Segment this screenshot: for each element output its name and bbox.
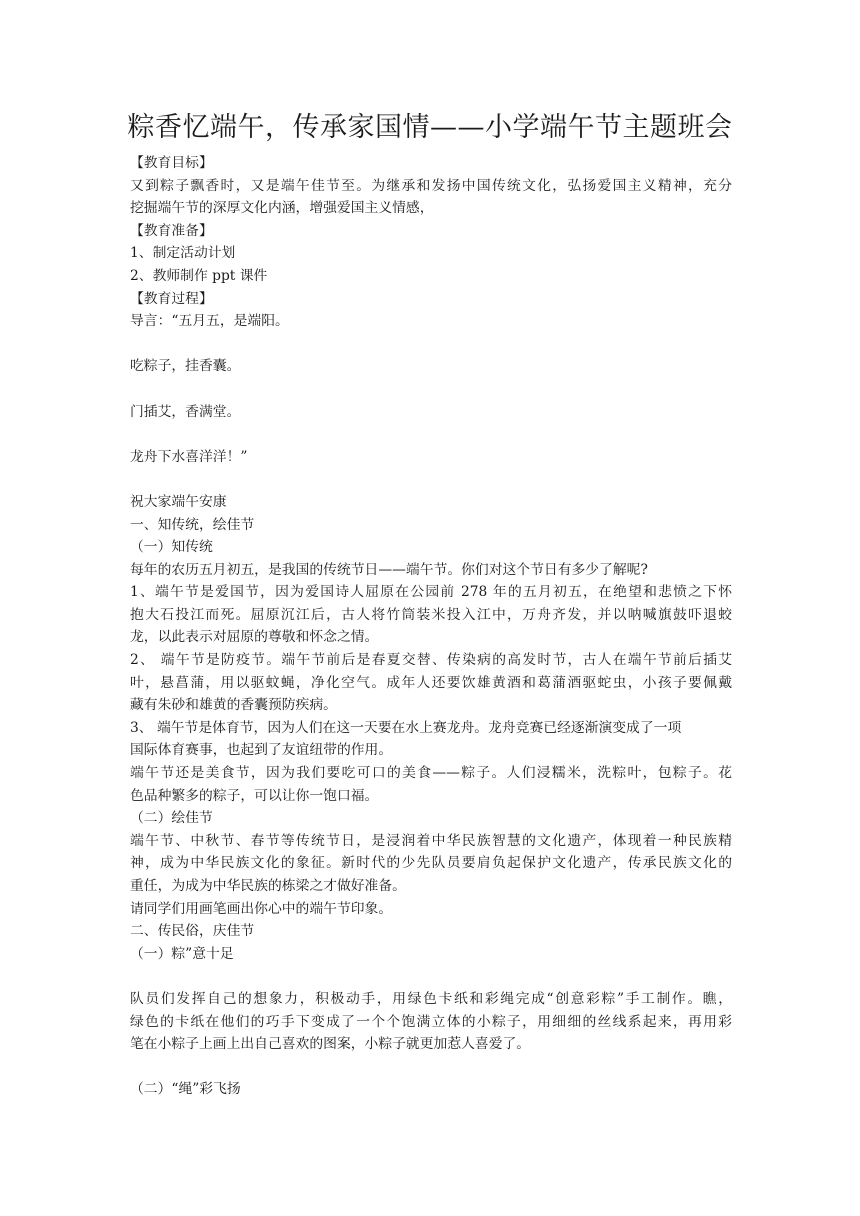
paragraph-line: 一、知传统，绘佳节 <box>130 516 255 533</box>
paragraph-line: 藏有朱砂和雄黄的香囊预防疾病。 <box>130 697 337 714</box>
paragraph-line: （二）绘佳节 <box>130 810 213 827</box>
paragraph-line: 端午节还是美食节，因为我们要吃可口的美食——粽子。人们浸糯米，洗粽叶，包粽子。花 <box>130 765 732 782</box>
blank-line <box>130 378 732 401</box>
paragraph-line: 每年的农历五月初五，是我国的传统节日——端午节。你们对这个节日有多少了解呢? <box>130 561 648 578</box>
blank-line <box>130 468 732 491</box>
paragraph-line: 祝大家端午安康 <box>130 493 227 510</box>
paragraph-line: （一）知传统 <box>130 539 213 556</box>
paragraph-line: 叶，悬菖蒲，用以驱蚊蝇，净化空气。成年人还要饮雄黄酒和葛蒲酒驱蛇虫，小孩子要佩戴 <box>130 674 732 691</box>
blank-line <box>130 423 732 446</box>
paragraph-line: 1、制定活动计划 <box>130 245 236 262</box>
paragraph-line: 色品种繁多的粽子，可以让你一饱口福。 <box>130 787 379 804</box>
paragraph-line: 吃粽子，挂香囊。 <box>130 358 241 375</box>
paragraph-line: 队员们发挥自己的想象力，积极动手，用绿色卡纸和彩绳完成“创意彩粽”手工制作。瞧， <box>130 990 732 1007</box>
paragraph-line: 龙，以此表示对屈原的尊敬和怀念之情。 <box>130 629 379 646</box>
paragraph-line: 重任，为成为中华民族的栋梁之才做好准备。 <box>130 878 406 894</box>
paragraph-line: 又到粽子飘香时，又是端午佳节至。为继承和发扬中国传统文化，弘扬爱国主义精神，充分 <box>130 177 732 194</box>
document-title: 粽香忆端午，传承家国情——小学端午节主题班会 <box>127 112 733 143</box>
paragraph-line: 笔在小粽子上画上出自己喜欢的图案，小粽子就更加惹人喜爱了。 <box>130 1036 531 1053</box>
paragraph-line: 1、端午节是爱国节，因为爱国诗人屈原在公园前 278 年的五月初五，在绝望和悲愤之下怀 <box>130 584 732 601</box>
paragraph-line: 门插艾，香满堂。 <box>130 403 241 420</box>
paragraph-line: （二）“绳”彩飞扬 <box>130 1081 241 1098</box>
paragraph-line: 二、传民俗，庆佳节 <box>130 923 255 940</box>
document-body <box>130 152 732 1101</box>
blank-line <box>130 1056 732 1079</box>
paragraph-line: 绿色的卡纸在他们的巧手下变成了一个个饱满立体的小粽子，用细细的丝线系起来，再用彩 <box>130 1013 732 1030</box>
paragraph-line: 神，成为中华民族文化的象征。新时代的少先队员要肩负起保护文化遗产，传承民族文化的 <box>130 855 732 872</box>
paragraph-line: 导言：“五月五，是端阳。 <box>130 313 289 330</box>
paragraph-line: 龙舟下水喜洋洋！” <box>130 448 248 465</box>
paragraph-line: （一）粽”意十足 <box>130 945 234 962</box>
blank-line <box>130 965 732 988</box>
paragraph-line: 3、 端午节是体育节，因为人们在这一天要在水上赛龙舟。龙舟竞赛已经逐渐演变成了一项 <box>130 719 682 736</box>
paragraph-line: 2、 端午节是防疫节。端午节前后是春夏交替、传染病的高发时节，古人在端午节前后插艾 <box>130 652 732 669</box>
paragraph-line: 【教育目标】 <box>130 155 213 171</box>
blank-line <box>130 333 732 356</box>
paragraph-line: 挖掘端午节的深厚文化内涵，增强爱国主义情感， <box>130 200 434 217</box>
paragraph-line: 【教育准备】 <box>130 222 213 239</box>
paragraph-line: 抱大石投江而死。屈原沉江后，古人将竹筒装米投入江中，万舟齐发，并以呐喊旗鼓吓退蛟 <box>130 606 732 623</box>
paragraph-line: 端午节、中秋节、春节等传统节日，是浸润着中华民族智慧的文化遗产，体现着一种民族精 <box>130 832 732 849</box>
paragraph-line: 国际体育赛事，也起到了友谊纽带的作用。 <box>130 742 393 759</box>
paragraph-line: 2、教师制作 ppt 课件 <box>130 267 268 284</box>
paragraph-line: 【教育过程】 <box>130 290 213 307</box>
paragraph-line: 请同学们用画笔画出你心中的端午节印象。 <box>130 900 393 917</box>
